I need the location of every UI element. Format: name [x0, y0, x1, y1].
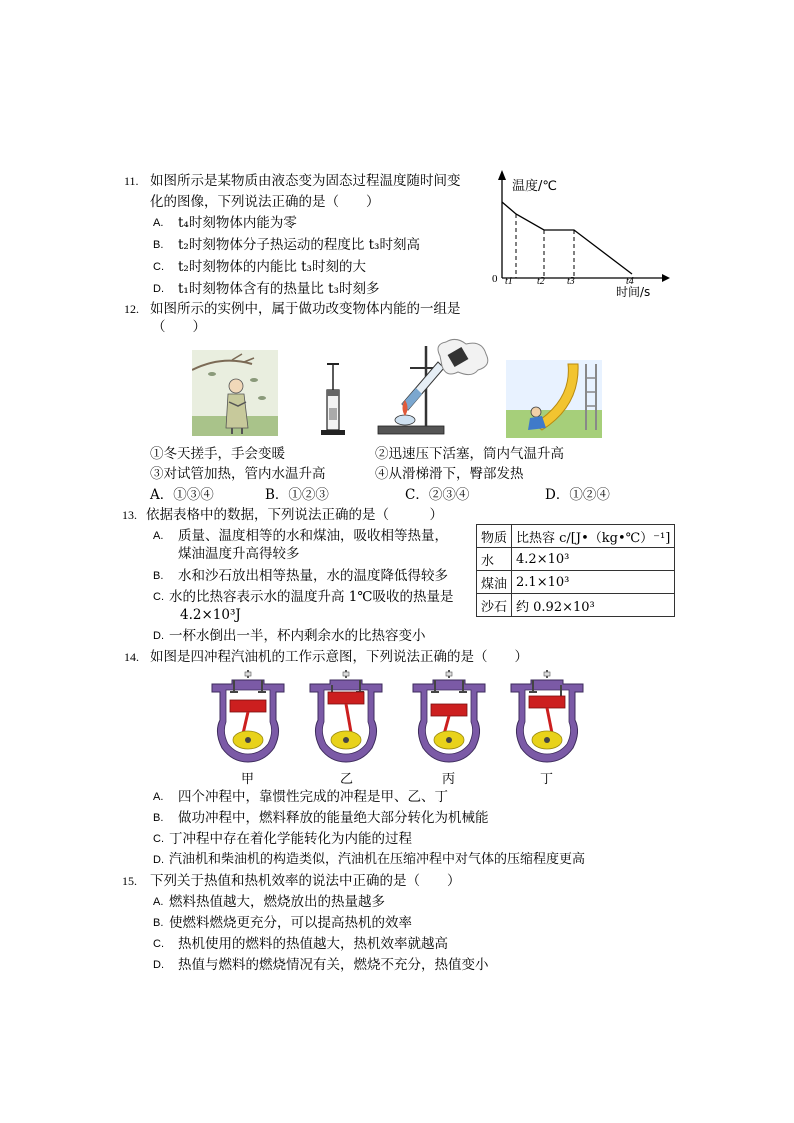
option-d: D．①②④ [545, 487, 610, 503]
engine-yi-diagram [306, 670, 386, 766]
option-text: 丁冲程中存在着化学能转化为内能的过程 [169, 831, 412, 847]
option-c: C．②③④ [405, 487, 470, 503]
option-letter: A. [153, 791, 164, 803]
option-text: 做功冲程中，燃料释放的能量绝大部分转化为机械能 [178, 810, 489, 826]
table-cell: 约 0.92×10³ [512, 594, 675, 617]
option-letter: B. [153, 239, 164, 251]
table-header-cell: 比热容 c/[J•（kg•℃）⁻¹] [512, 525, 675, 548]
x-axis-label: 时间/s [616, 285, 651, 299]
option-text: t₁时刻物体含有的热量比 t₃时刻多 [178, 281, 380, 297]
temperature-time-graph [484, 168, 670, 300]
table-cell: 4.2×10³ [512, 548, 675, 571]
engine-label-bing: 丙 [442, 772, 456, 787]
example-item-1: ①冬天搓手，手会变暖 [150, 446, 285, 462]
option-text: 燃料热值越大，燃烧放出的热量越多 [169, 894, 385, 910]
option-letter: C. [153, 938, 164, 950]
option-text: t₂时刻物体的内能比 t₃时刻的大 [178, 259, 366, 275]
option-text: 煤油温度升高得较多 [178, 546, 300, 562]
option-text: 质量、温度相等的水和煤油，吸收相等热量， [178, 528, 448, 544]
table-cell: 2.1×10³ [512, 571, 675, 594]
question-number: 13. [122, 508, 137, 522]
option-letter: C. [153, 833, 164, 845]
table-cell: 煤油 [477, 571, 512, 594]
option-letter: D. [153, 959, 164, 971]
piston-cylinder-image [318, 362, 348, 436]
engine-label-yi: 乙 [340, 772, 354, 787]
option-b: B．①②③ [265, 487, 329, 503]
example-item-4: ④从滑梯滑下，臀部发热 [375, 466, 524, 482]
option-text: t₂时刻物体分子热运动的程度比 t₃时刻高 [178, 237, 420, 253]
cooling-curve [502, 202, 632, 274]
engine-bing-diagram [409, 670, 489, 766]
origin-label: 0 [492, 273, 498, 285]
option-letter: D. [153, 854, 164, 866]
question-stem: 如图所示是某物质由液态变为固态过程温度随时间变 [150, 173, 461, 189]
y-axis-arrow [498, 170, 506, 180]
option-letter: B. [153, 812, 164, 824]
option-letter: A. [153, 530, 164, 542]
question-stem: 如图是四冲程汽油机的工作示意图，下列说法正确的是（ ） [150, 649, 528, 665]
winter-hand-rubbing-image [192, 350, 278, 436]
option-letter: C. [153, 261, 164, 273]
tick-label-t3: t3 [567, 276, 575, 287]
option-text: 热机使用的燃料的热值越大，热机效率就越高 [178, 936, 448, 952]
option-letter: A. [153, 217, 164, 229]
question-number: 12. [124, 302, 139, 316]
option-text: 使燃料燃烧更充分，可以提高热机的效率 [169, 915, 412, 931]
option-text: 4.2×10³J [180, 607, 241, 623]
option-letter: C. [153, 591, 164, 603]
option-letter: D. [153, 630, 164, 642]
option-text: t₄时刻物体内能为零 [178, 215, 297, 231]
specific-heat-table [476, 524, 675, 617]
option-text: 四个冲程中，靠惯性完成的冲程是甲、乙、丁 [178, 789, 448, 805]
option-text: 热值与燃料的燃烧情况有关，燃烧不充分，热值变小 [178, 957, 489, 973]
table-cell: 水 [477, 548, 512, 571]
table-row [477, 594, 675, 617]
option-text: 汽油机和柴油机的构造类似，汽油机在压缩冲程中对气体的压缩程度更高 [169, 852, 586, 867]
engine-label-jia: 甲 [241, 772, 255, 787]
option-a: A．①③④ [150, 487, 214, 503]
test-tube-heating-image [374, 338, 492, 436]
question-stem: 依据表格中的数据，下列说法正确的是（ ） [146, 507, 443, 523]
engine-jia-diagram [208, 670, 288, 766]
question-number: 15. [122, 874, 137, 888]
option-text: 水的比热容表示水的温度升高 1℃吸收的热量是 [169, 589, 454, 605]
question-number: 14. [124, 650, 139, 664]
table-row [477, 571, 675, 594]
engine-label-ding: 丁 [540, 772, 554, 787]
option-letter: B. [153, 570, 164, 582]
question-stem: 如图所示的实例中，属于做功改变物体内能的一组是 [150, 301, 461, 317]
table-header-row [477, 525, 675, 548]
slide-image [506, 360, 602, 438]
table-cell: 沙石 [477, 594, 512, 617]
option-text: 一杯水倒出一半，杯内剩余水的比热容变小 [169, 628, 426, 644]
example-item-2: ②迅速压下活塞，筒内气温升高 [375, 446, 564, 462]
option-text: 水和沙石放出相等热量，水的温度降低得较多 [178, 568, 448, 584]
answer-paren: （ ） [152, 319, 206, 335]
y-axis-label: 温度/℃ [512, 179, 557, 194]
question-number: 11. [124, 174, 139, 188]
table-header-cell: 物质 [477, 525, 512, 548]
tick-label-t4: t4 [626, 276, 634, 287]
x-axis-arrow [662, 274, 670, 282]
example-item-3: ③对试管加热，管内水温升高 [150, 466, 326, 482]
question-stem: 化的图像，下列说法正确的是（ ） [150, 194, 380, 210]
tick-label-t1: t1 [505, 276, 513, 287]
option-letter: B. [153, 917, 164, 929]
question-stem: 下列关于热值和热机效率的说法中正确的是（ ） [150, 873, 461, 889]
option-letter: D. [153, 283, 164, 295]
tick-label-t2: t2 [537, 276, 545, 287]
option-letter: A. [153, 896, 164, 908]
table-row [477, 548, 675, 571]
engine-ding-diagram [507, 670, 587, 766]
